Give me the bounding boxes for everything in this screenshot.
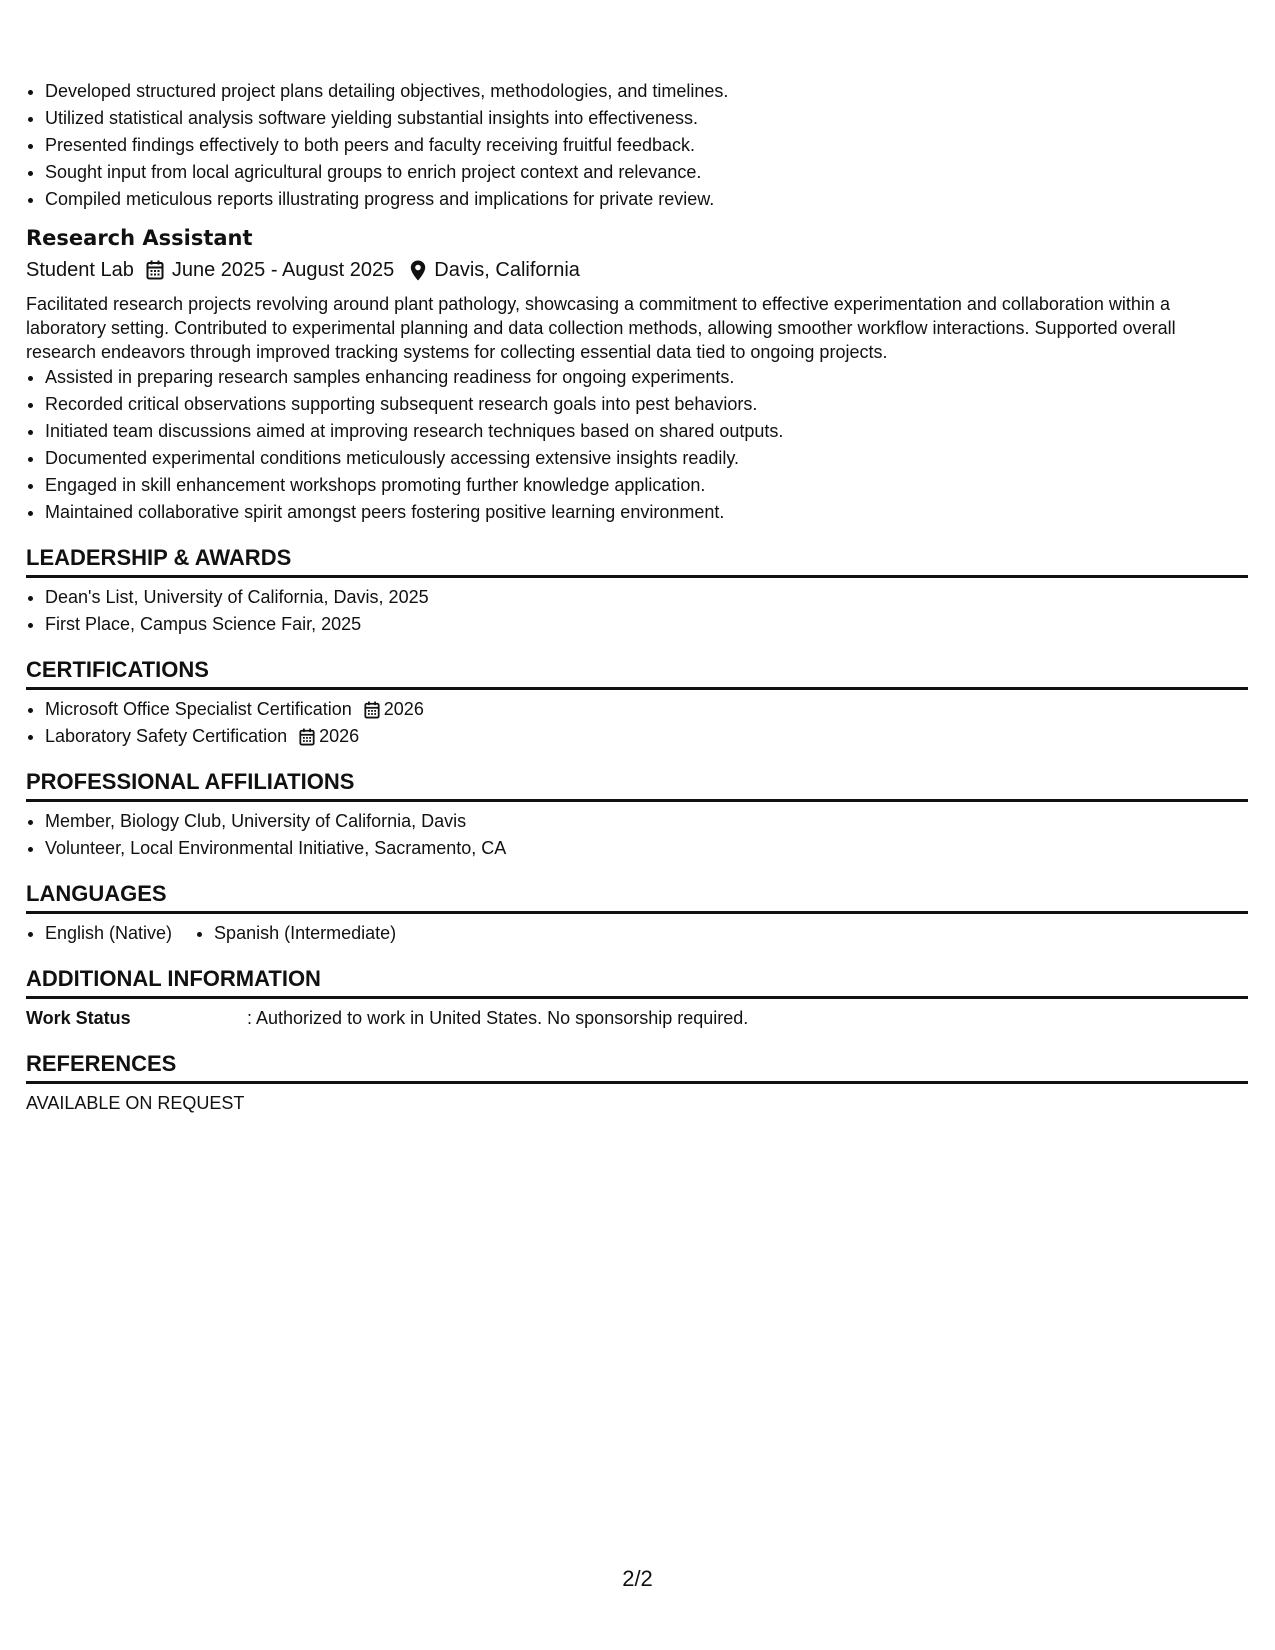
affiliations-list	[26, 808, 1248, 862]
certification-name: • Microsoft Office Specialist Certification	[45, 699, 352, 719]
calendar-icon	[299, 728, 315, 746]
list-item: • English (Native)	[45, 920, 172, 947]
job-summary: Facilitated research projects revolving around plant pathology, showcasing a commitment to effective experimentation and collaboration within a laboratory setting. Contributed to experimental planning and data collection methods, allowing smoother workflow interactions. Supported overall research endeavors through improved tracking systems for collecting essential data tied to ongoing projects.	[26, 294, 1176, 362]
list-item: • Maintained collaborative spirit amongst peers fostering positive learning environment.	[45, 499, 1248, 526]
job-location: Davis, California	[434, 259, 580, 281]
certification-row	[45, 723, 1248, 750]
job-meta	[26, 254, 1248, 286]
certification-row	[45, 696, 1248, 723]
references-text: AVAILABLE ON REQUEST	[26, 1093, 245, 1113]
references-section	[26, 1050, 1248, 1117]
job-entry	[26, 223, 1248, 526]
list-item: • Developed structured project plans detailing objectives, methodologies, and timelines.	[45, 78, 1248, 105]
list-item: • Engaged in skill enhancement workshops promoting further knowledge application.	[45, 472, 1248, 499]
list-item: • Utilized statistical analysis software yielding substantial insights into effectiveness.	[45, 105, 1248, 132]
list-item: • Member, Biology Club, University of California, Davis	[45, 808, 1248, 835]
certification-name: • Laboratory Safety Certification	[45, 726, 288, 746]
work-status-value: : Authorized to work in United States. No sponsorship required.	[247, 1008, 749, 1028]
list-item: • Spanish (Intermediate)	[214, 920, 396, 947]
certification-year: 2026	[383, 699, 424, 719]
calendar-icon	[364, 701, 380, 719]
section-heading: LANGUAGES	[26, 880, 1248, 914]
section-heading: ADDITIONAL INFORMATION	[26, 965, 1248, 999]
page-number: 2/2	[622, 1566, 653, 1591]
list-item: • Documented experimental conditions meticulously accessing extensive insights readily.	[45, 445, 1248, 472]
job-dates: June 2025 - August 2025	[171, 259, 395, 281]
list-item	[45, 723, 1248, 750]
list-item: • Volunteer, Local Environmental Initiative, Sacramento, CA	[45, 835, 1248, 862]
list-item: • Initiated team discussions aimed at improving research techniques based on shared outputs.	[45, 418, 1248, 445]
certifications-list	[26, 696, 1248, 750]
list-item: • Assisted in preparing research samples enhancing readiness for ongoing experiments.	[45, 364, 1248, 391]
list-item: • Recorded critical observations supporting subsequent research goals into pest behaviors.	[45, 391, 1248, 418]
section-heading: REFERENCES	[26, 1050, 1248, 1084]
certification-year: 2026	[319, 726, 360, 746]
affiliations-section	[26, 768, 1248, 862]
leadership-list	[26, 584, 1248, 638]
job-organization: Student Lab	[26, 259, 134, 281]
languages-list	[26, 920, 1248, 947]
list-item: • Sought input from local agricultural groups to enrich project context and relevance.	[45, 159, 1248, 186]
section-heading: PROFESSIONAL AFFILIATIONS	[26, 768, 1248, 802]
map-pin-icon	[410, 260, 426, 281]
work-status-row	[26, 1005, 1248, 1032]
list-item	[45, 696, 1248, 723]
job-title: Research Assistant	[26, 226, 253, 250]
list-item: • Compiled meticulous reports illustrating progress and implications for private review.	[45, 186, 1248, 213]
section-heading: LEADERSHIP & AWARDS	[26, 544, 1248, 578]
intro-bullet-list	[26, 78, 1248, 213]
resume-page	[26, 78, 1248, 1117]
section-heading: CERTIFICATIONS	[26, 656, 1248, 690]
job-bullet-list	[26, 364, 1248, 526]
additional-info-section	[26, 965, 1248, 1032]
languages-section	[26, 880, 1248, 947]
leadership-section	[26, 544, 1248, 638]
certifications-section	[26, 656, 1248, 750]
list-item: • Dean's List, University of California, Davis, 2025	[45, 584, 1248, 611]
list-item: • First Place, Campus Science Fair, 2025	[45, 611, 1248, 638]
work-status-label: Work Status	[26, 1008, 131, 1028]
list-item: • Presented findings effectively to both peers and faculty receiving fruitful feedback.	[45, 132, 1248, 159]
calendar-icon	[146, 260, 164, 280]
